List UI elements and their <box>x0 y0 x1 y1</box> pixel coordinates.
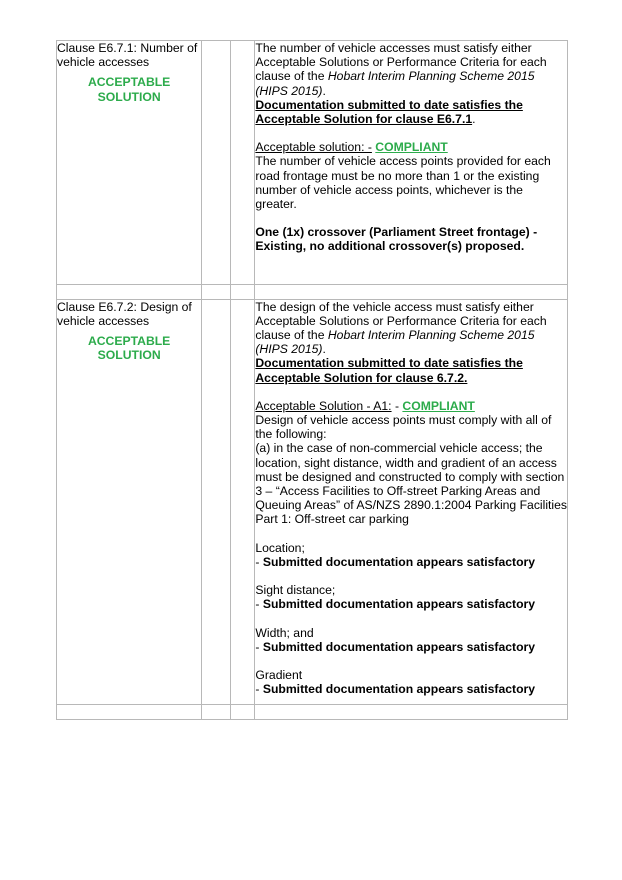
spacer-row <box>57 705 568 720</box>
criterion-label: Acceptable solution: - <box>255 140 372 155</box>
requirement-text: The number of vehicle access points provided for each road frontage must be no more than 1 or the existing number of vehicle access points, whichever is the greater. <box>255 154 551 212</box>
clause-cell <box>57 299 202 705</box>
intro-tail: . <box>322 83 326 98</box>
status-label: ACCEPTABLE SOLUTION <box>87 334 171 363</box>
blank-cell <box>255 284 568 299</box>
check-result-text: Submitted documentation appears satisfactory <box>262 554 536 569</box>
blank-cell <box>255 705 568 720</box>
criterion-line <box>255 140 567 154</box>
check-label-width: Width; and <box>255 625 314 640</box>
spacer-row <box>57 284 568 299</box>
check-result-text: Submitted documentation appears satisfactory <box>262 597 536 612</box>
blank-cell <box>231 299 255 705</box>
compliance-status: COMPLIANT <box>375 140 448 155</box>
check-result <box>255 555 567 569</box>
table-row <box>57 41 568 285</box>
criterion-separator: - <box>391 398 403 413</box>
check-prefix: - <box>255 597 263 612</box>
clause-cell <box>57 41 202 285</box>
finding-text: One (1x) crossover (Parliament Street frontage) - Existing, no additional crossover(s) proposed. <box>255 225 538 254</box>
blank-cell <box>202 41 231 285</box>
doc-statement: Documentation submitted to date satisfies the Acceptable Solution for clause 6.7.2. <box>255 356 523 385</box>
criterion-label: Acceptable Solution - A1: <box>255 398 392 413</box>
check-label-gradient: Gradient <box>255 667 303 682</box>
assessment-table <box>56 40 568 720</box>
blank-cell <box>57 284 202 299</box>
check-prefix: - <box>255 554 263 569</box>
requirement-a: (a) in the case of non-commercial vehicle access; the location, sight distance, width and gradient of an access must be designed and constructed to comply with section 3 – “Access Facilities to Off-street Parking Areas and Queuing Areas” of AS/NZS 2890.1:2004 Parking Facilities Part 1: Off-street car parking <box>255 441 568 527</box>
check-label-sight-distance: Sight distance; <box>255 583 336 598</box>
intro-paragraph <box>255 41 567 98</box>
blank-cell <box>231 284 255 299</box>
blank-cell <box>202 284 231 299</box>
intro-text: The design of the vehicle access must satisfy either Acceptable Solutions or Performance Criteria for each clause of the <box>255 299 547 343</box>
check-result <box>255 682 567 696</box>
requirement-intro: Design of vehicle access points must comply with all of the following: <box>255 413 552 442</box>
check-prefix: - <box>255 639 263 654</box>
doc-statement: Documentation submitted to date satisfies the Acceptable Solution for clause E6.7.1 <box>255 97 523 127</box>
blank-cell <box>57 705 202 720</box>
intro-paragraph <box>255 300 567 357</box>
blank-cell <box>231 41 255 285</box>
scheme-name: Hobart Interim Planning Scheme 2015 (HIPS 2015) <box>255 328 535 357</box>
intro-text: The number of vehicle accesses must satisfy either Acceptable Solutions or Performance Criteria for each clause of the <box>255 41 547 84</box>
doc-statement-paragraph <box>255 98 567 126</box>
check-result-text: Submitted documentation appears satisfactory <box>262 639 536 654</box>
assessment-cell <box>255 41 568 285</box>
table-row <box>57 299 568 705</box>
scheme-name: Hobart Interim Planning Scheme 2015 (HIPS 2015) <box>255 69 535 98</box>
check-result-text: Submitted documentation appears satisfactory <box>262 682 536 697</box>
intro-tail: . <box>322 342 326 357</box>
check-label-location: Location; <box>255 540 305 555</box>
clause-title: Clause E6.7.2: Design of vehicle accesses <box>57 299 192 328</box>
doc-statement-tail: . <box>472 112 476 127</box>
status-label: ACCEPTABLE SOLUTION <box>87 75 171 104</box>
blank-cell <box>202 299 231 705</box>
check-result <box>255 597 567 611</box>
assessment-cell <box>255 299 568 705</box>
blank-cell <box>231 705 255 720</box>
blank-cell <box>202 705 231 720</box>
criterion-line <box>255 399 567 413</box>
clause-title: Clause E6.7.1: Number of vehicle accesses <box>57 41 198 70</box>
check-result <box>255 640 567 654</box>
check-prefix: - <box>255 682 263 697</box>
compliance-status: COMPLIANT <box>402 398 475 413</box>
